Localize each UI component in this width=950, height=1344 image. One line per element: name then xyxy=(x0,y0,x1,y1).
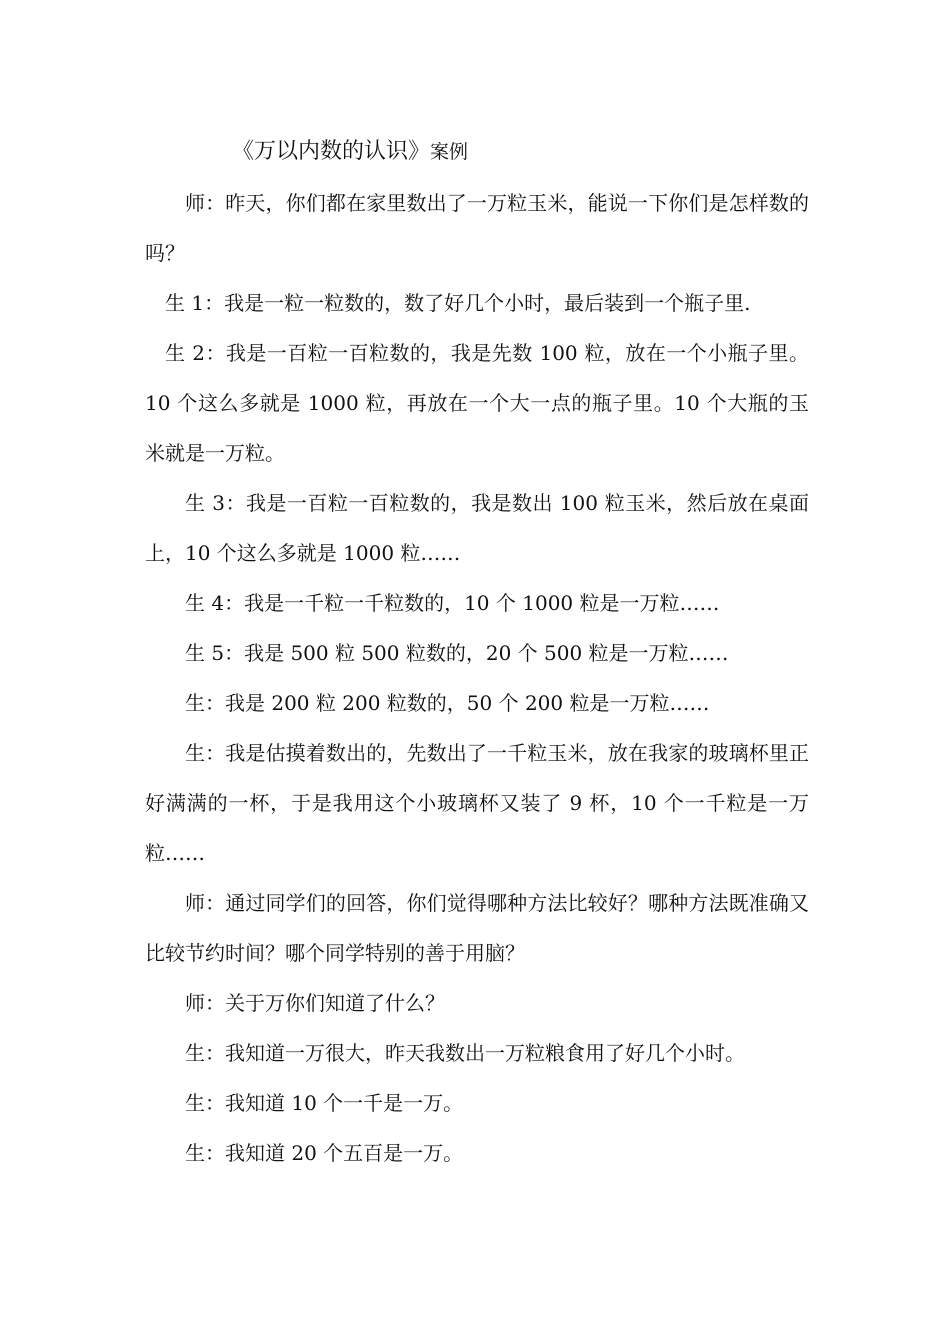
title-text: 《万以内数的认识》 xyxy=(232,139,431,164)
paragraph-teacher-wan: 师：关于万你们知道了什么？ xyxy=(185,991,445,1015)
paragraph-student-2: 生 2：我是一百粒一百粒数的，我是先数 100 粒，放在一个小瓶子里。10 个这么多就是 1000 粒，再放在一个大一点的瓶子里。10 个大瓶的玉米就是一万粒。 xyxy=(145,341,809,465)
paragraph-student-ten-thousands: 生：我知道 10 个一千是一万。 xyxy=(185,1091,464,1115)
paragraph-student-200: 生：我是 200 粒 200 粒数的，50 个 200 粒是一万粒…… xyxy=(185,691,710,715)
document-body xyxy=(145,178,809,1178)
paragraph-student-3: 生 3：我是一百粒一百粒数的，我是数出 100 粒玉米，然后放在桌面上，10 个这么多就是 1000 粒…… xyxy=(145,491,809,565)
paragraph-student-twenty-five-hundreds: 生：我知道 20 个五百是一万。 xyxy=(185,1141,464,1165)
paragraph-teacher-compare: 师：通过同学们的回答，你们觉得哪种方法比较好？哪种方法既准确又比较节约时间？哪个同学特别的善于用脑？ xyxy=(145,891,809,965)
paragraph-teacher-question: 师：昨天，你们都在家里数出了一万粒玉米，能说一下你们是怎样数的吗？ xyxy=(145,191,809,265)
title-suffix: 案例 xyxy=(430,141,469,163)
paragraph-student-estimate: 生：我是估摸着数出的，先数出了一千粒玉米，放在我家的玻璃杯里正好满满的一杯，于是我用这个小玻璃杯又装了 9 杯，10 个一千粒是一万粒…… xyxy=(145,741,809,865)
paragraph-student-4: 生 4：我是一千粒一千粒数的，10 个 1000 粒是一万粒…… xyxy=(185,591,720,615)
paragraph-student-wan-big: 生：我知道一万很大，昨天我数出一万粒粮食用了好几个小时。 xyxy=(185,1041,745,1065)
document-title xyxy=(232,132,468,172)
paragraph-student-1: 生 1：我是一粒一粒数的，数了好几个小时，最后装到一个瓶子里. xyxy=(165,291,751,315)
paragraph-student-5: 生 5：我是 500 粒 500 粒数的，20 个 500 粒是一万粒…… xyxy=(185,641,729,665)
